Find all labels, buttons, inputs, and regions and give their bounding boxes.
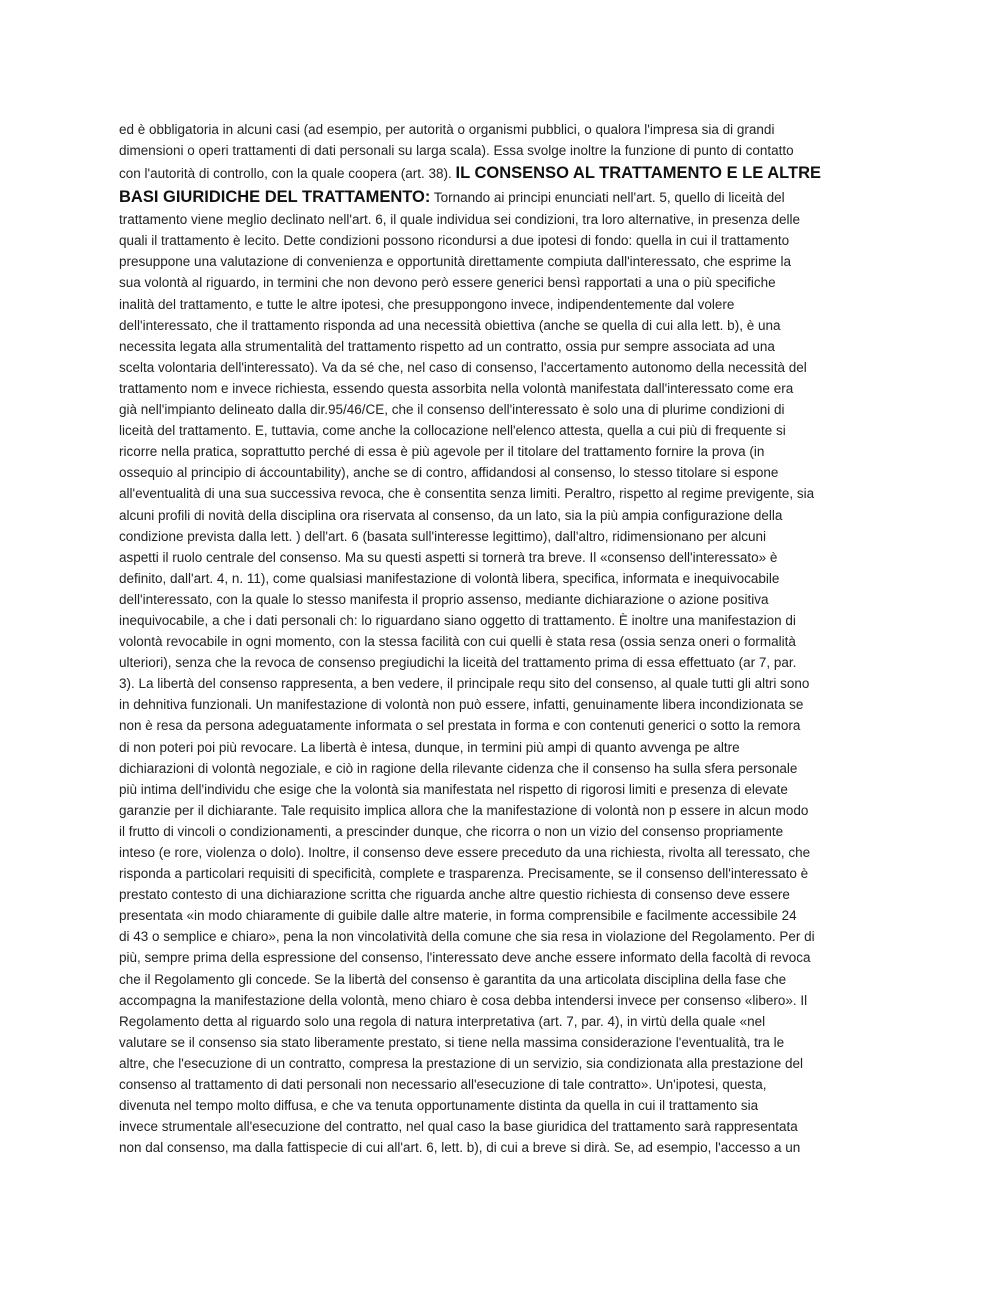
text-line: più intima dell'individu che esige che la volontà sia manifestata nel rispetto di rigorosi limiti e presenza di elevate	[119, 781, 788, 797]
text-line: presentata «in modo chiaramente di guibile dalle altre materie, in forma comprensibile e facilmente accessibile 24	[119, 908, 797, 924]
text-line: quali il trattamento è lecito. Dette condizioni possono ricondursi a due ipotesi di fondo: quella in cui il trattamento	[119, 233, 790, 249]
text-line: definito, dall'art. 4, n. 11), come qualsiasi manifestazione di volontà libera, specifica, informata e inequivocabile	[119, 570, 780, 586]
text-line: inalità del trattamento, e tutte le altre ipotesi, che presuppongono invece, indipendentemente dal volere	[119, 296, 735, 312]
text-line: ulteriori), senza che la revoca de consenso pregiudichi la liceità del trattamento prima di essa effettuato (ar 7, par.	[119, 655, 797, 671]
text-line-with-heading	[119, 161, 886, 185]
text-line: risponda a particolari requisiti di specificità, complete e trasparenza. Precisamente, se il consenso dell'interessato è	[119, 866, 809, 882]
text-line: prestato contesto di una dichiarazione scritta che riguarda anche altre questio richiesta di consenso deve essere	[119, 887, 790, 903]
text-line: sua volontà al riguardo, in termini che non devono però essere generici bensì rapportati a una o più specifiche	[119, 275, 776, 291]
text-line: volontà revocabile in ogni momento, con la stessa facilità con cui quelli è stata resa (ossia senza oneri o formalità	[119, 634, 796, 650]
text-line: all'eventualità di una sua successiva revoca, che è consentita senza limiti. Peraltro, rispetto al regime previgente, sia	[119, 486, 815, 502]
text-line: divenuta nel tempo molto diffusa, e che va tenuta opportunamente distinta da quella in cui il trattamento sia	[119, 1098, 759, 1114]
text-line: alcuni profili di novità della disciplina ora riservata al consenso, da un lato, sia la più ampia configurazione della	[119, 507, 783, 523]
text-line: aspetti il ruolo centrale del consenso. Ma su questi aspetti si tornerà tra breve. Il «consenso dell'interessato» è	[119, 549, 778, 565]
text-line: 3). La libertà del consenso rappresenta, a ben vedere, il principale requ sito del consenso, al quale tutti gli altri sono	[119, 676, 810, 692]
text-line: ed è obbligatoria in alcuni casi (ad esempio, per autorità o organismi pubblici, o qualora l'impresa sia di grandi	[119, 122, 775, 137]
document-body	[119, 119, 886, 1158]
text-run: Tornando ai principi enunciati nell'art. 5, quello di liceità del	[433, 190, 785, 206]
section-heading: BASI GIURIDICHE DEL TRATTAMENTO:	[119, 188, 431, 207]
text-line: dichiarazioni di volontà negoziale, e ciò in ragione della rilevante cidenza che il consenso ha sulla sfera personale	[119, 760, 798, 776]
text-line: inequivocabile, a che i dati personali ch: lo riguardano siano oggetto di trattamento. È inoltre una manifestazion di	[119, 612, 796, 628]
text-line: più, sempre prima della espressione del consenso, l'interessato deve anche essere informato della facoltà di revoca	[119, 950, 811, 966]
text-run: con l'autorità di controllo, con la quale coopera (art. 38).	[119, 166, 452, 182]
text-line: scelta volontaria dell'interessato). Va da sé che, nel caso di consenso, l'accertamento autonomo della necessità del	[119, 359, 807, 375]
text-line: in dehnitiva funzionali. Un manifestazione di volontà non può essere, infatti, genuinamente libera incondizionata se	[119, 697, 804, 713]
text-line: condizione prevista dalla lett. ) dell'art. 6 (basata sull'interesse legittimo), dall'altro, ridimensionano per alcuni	[119, 528, 767, 544]
text-line: Regolamento detta al riguardo solo una regola di natura interpretativa (art. 7, par. 4), in virtù della quale «nel	[119, 1013, 766, 1029]
text-line: non è resa da persona adeguatamente informata o sel prestata in forma e con contenuti generici o sotto la remora	[119, 718, 801, 734]
text-line: ossequio al principio di áccountability), anche se di contro, affidandosi al consenso, lo stesso titolare si espone	[119, 465, 779, 481]
text-line: dimensioni o operi trattamenti di dati personali su larga scala). Essa svolge inoltre la funzione di punto di contatto	[119, 143, 794, 159]
text-line: dell'interessato, che il trattamento risponda ad una necessità obiettiva (anche se quella di cui alla lett. b), è una	[119, 317, 781, 333]
text-line: necessita legata alla strumentalità del trattamento rispetto ad un contratto, ossia pur sempre associata ad una	[119, 338, 775, 354]
text-line: garanzie per il dichiarante. Tale requisito implica allora che la manifestazione di volontà non p essere in alcun modo	[119, 802, 809, 818]
text-line: ricorre nella pratica, soprattutto perché di essa è più agevole per il titolare del trattamento fornire la prova (in	[119, 444, 765, 460]
section-heading: IL CONSENSO AL TRATTAMENTO E LE ALTRE	[455, 164, 821, 183]
text-line: valutare se il consenso sia stato liberamente prestato, si tiene nella massima considerazione l'eventualità, tra le	[119, 1034, 785, 1050]
text-line: invece strumentale all'esecuzione del contratto, nel qual caso la base giuridica del trattamento sarà rappresentata	[119, 1119, 798, 1135]
text-line-with-heading	[119, 185, 886, 209]
text-line: presuppone una valutazione di convenienza e opportunità direttamente compiuta dall'interessato, che esprime la	[119, 254, 792, 270]
text-line: inteso (e rore, violenza o dolo). Inoltre, il consenso deve essere preceduto da una richiesta, rivolta all teressato, che	[119, 845, 811, 860]
text-line: che il Regolamento gli concede. Se la libertà del consenso è garantita da una articolata disciplina della fase che	[119, 971, 787, 987]
text-line: trattamento viene meglio declinato nell'art. 6, il quale individua sei condizioni, tra loro alternative, in presenza delle	[119, 212, 800, 228]
text-line: di 43 o semplice e chiaro», pena la non vincolatività della comune che sia resa in violazione del Regolamento. Per di	[119, 929, 815, 945]
text-line: accompagna la manifestazione della volontà, meno chiaro è cosa debba intendersi invece per consenso «libero». Il	[119, 992, 808, 1008]
text-line: altre, che l'esecuzione di un contratto, compresa la prestazione di un servizio, sia condizionata alla prestazione del	[119, 1055, 803, 1071]
text-line: il frutto di vincoli o condizionamenti, a prescinder dunque, che ricorra o non un vizio del consenso propriamente	[119, 823, 784, 839]
text-line: dell'interessato, con la quale lo stesso manifesta il proprio assenso, mediante dichiarazione o azione positiva	[119, 591, 769, 607]
text-line: trattamento nom e invece richiesta, essendo questa assorbita nella volontà manifestata dall'interessato come era	[119, 380, 794, 396]
text-line: già nell'impianto delineato dalla dir.95/46/CE, che il consenso dell'interessato è solo una di plurime condizioni di	[119, 402, 785, 418]
text-line: consenso al trattamento di dati personali non necessario all'esecuzione di tale contratto». Un'ipotesi, questa,	[119, 1077, 767, 1093]
text-line: di non poteri poi più revocare. La libertà è intesa, dunque, in termini più ampi di quanto avvenga pe altre	[119, 739, 740, 755]
text-line: liceità del trattamento. E, tuttavia, come anche la collocazione nell'elenco attesta, quella a cui più di frequente si	[119, 423, 786, 439]
text-line: non dal consenso, ma dalla fattispecie di cui all'art. 6, lett. b), di cui a breve si dirà. Se, ad esempio, l'accesso a un	[119, 1140, 801, 1156]
